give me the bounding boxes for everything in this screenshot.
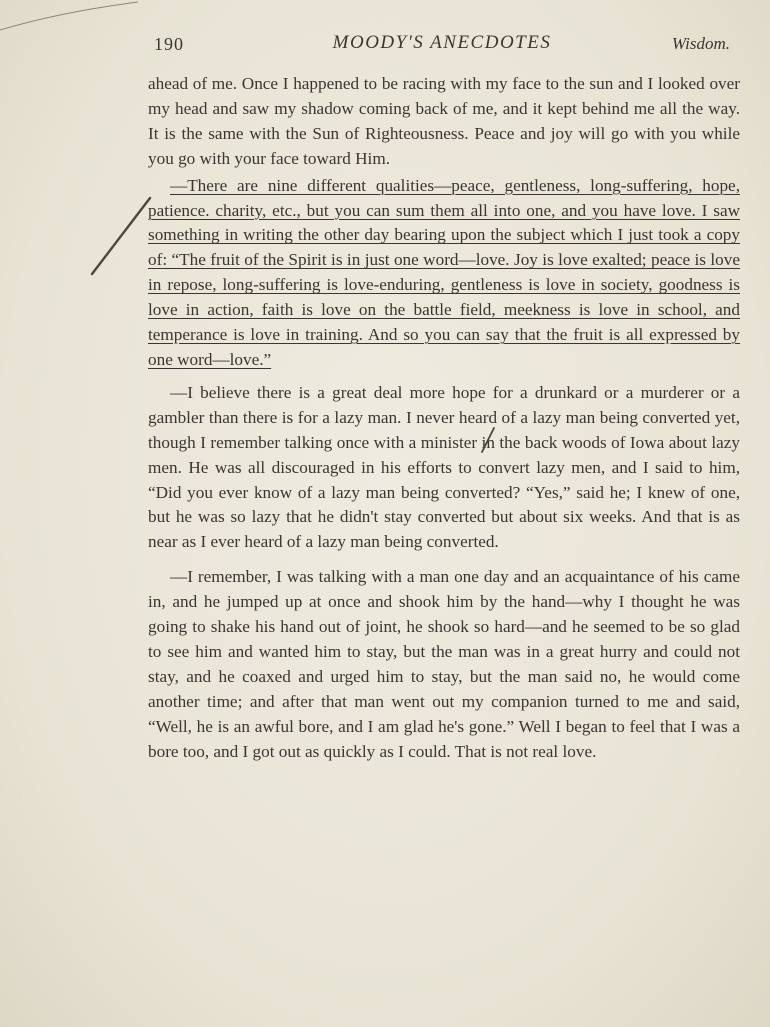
running-title: MOODY'S ANECDOTES (332, 32, 552, 53)
margin-slash-mark (92, 198, 150, 274)
paragraph-lazy-man: —I believe there is a great deal more hope for a drunkard or a murderer or a gambler than there is for a lazy man. I never heard of a lazy man being converted yet, though I remember talking once with a minister in the back woods of Iowa about lazy men. He was all discouraged in his efforts to convert lazy men, and I said to him, “Did you ever know of a lazy man being converted? “Yes,” said he; I knew of one, but he was so lazy that he didn't stay converted but about six weeks. And that is as near as I ever heard of a lazy man being converted. (148, 382, 740, 552)
underlined-passage: —There are nine different qualities—peace, gentleness, long-suffering, hope, patience. charity, etc., but you can sum them all into one, and you have love. I saw something in writing the other day bearing upon the subject which I just took a copy of: “The fruit of the Spirit is in just one word—love. Joy is love exalted; peace is love in repose, long-suffering is love-enduring, gentleness is love in society, goodness is love in action, faith is love on the battle field, meekness is love in school, and temperance is love in training. And so you can say that the fruit is all expressed by one word—love.” (148, 175, 740, 369)
body-text (148, 72, 740, 764)
running-header (154, 30, 730, 60)
corner-pencil-stroke (0, 2, 138, 30)
section-title: Wisdom. (671, 34, 730, 53)
paragraph-real-love: —I remember, I was talking with a man one day and an acquaintance of his came in, and he jumped up at once and shook him by the hand—why I thought he was going to shake his hand out of joint, he shook so hard—and he seemed to be so glad to see him and wanted him to stay, but the man was in a great hurry and could not stay, and he coaxed and urged him to stay, but the man said no, he would come another time; and after that man went out my companion turned to me and said, “Well, he is an awful bore, and I am glad he's gone.” Well I began to feel that I was a bore too, and I got out as quickly as I could. That is not real love. (148, 567, 740, 761)
paragraph-fruit-of-spirit (148, 174, 740, 373)
page-number: 190 (154, 34, 184, 54)
paragraph-continuation: ahead of me. Once I happened to be racing with my face to the sun and I looked over my head and saw my shadow coming back of me, and it kept behind me all the way. It is the same with the Sun of Righteousness. Peace and joy will go with you while you go with your face toward Him. (148, 74, 740, 168)
